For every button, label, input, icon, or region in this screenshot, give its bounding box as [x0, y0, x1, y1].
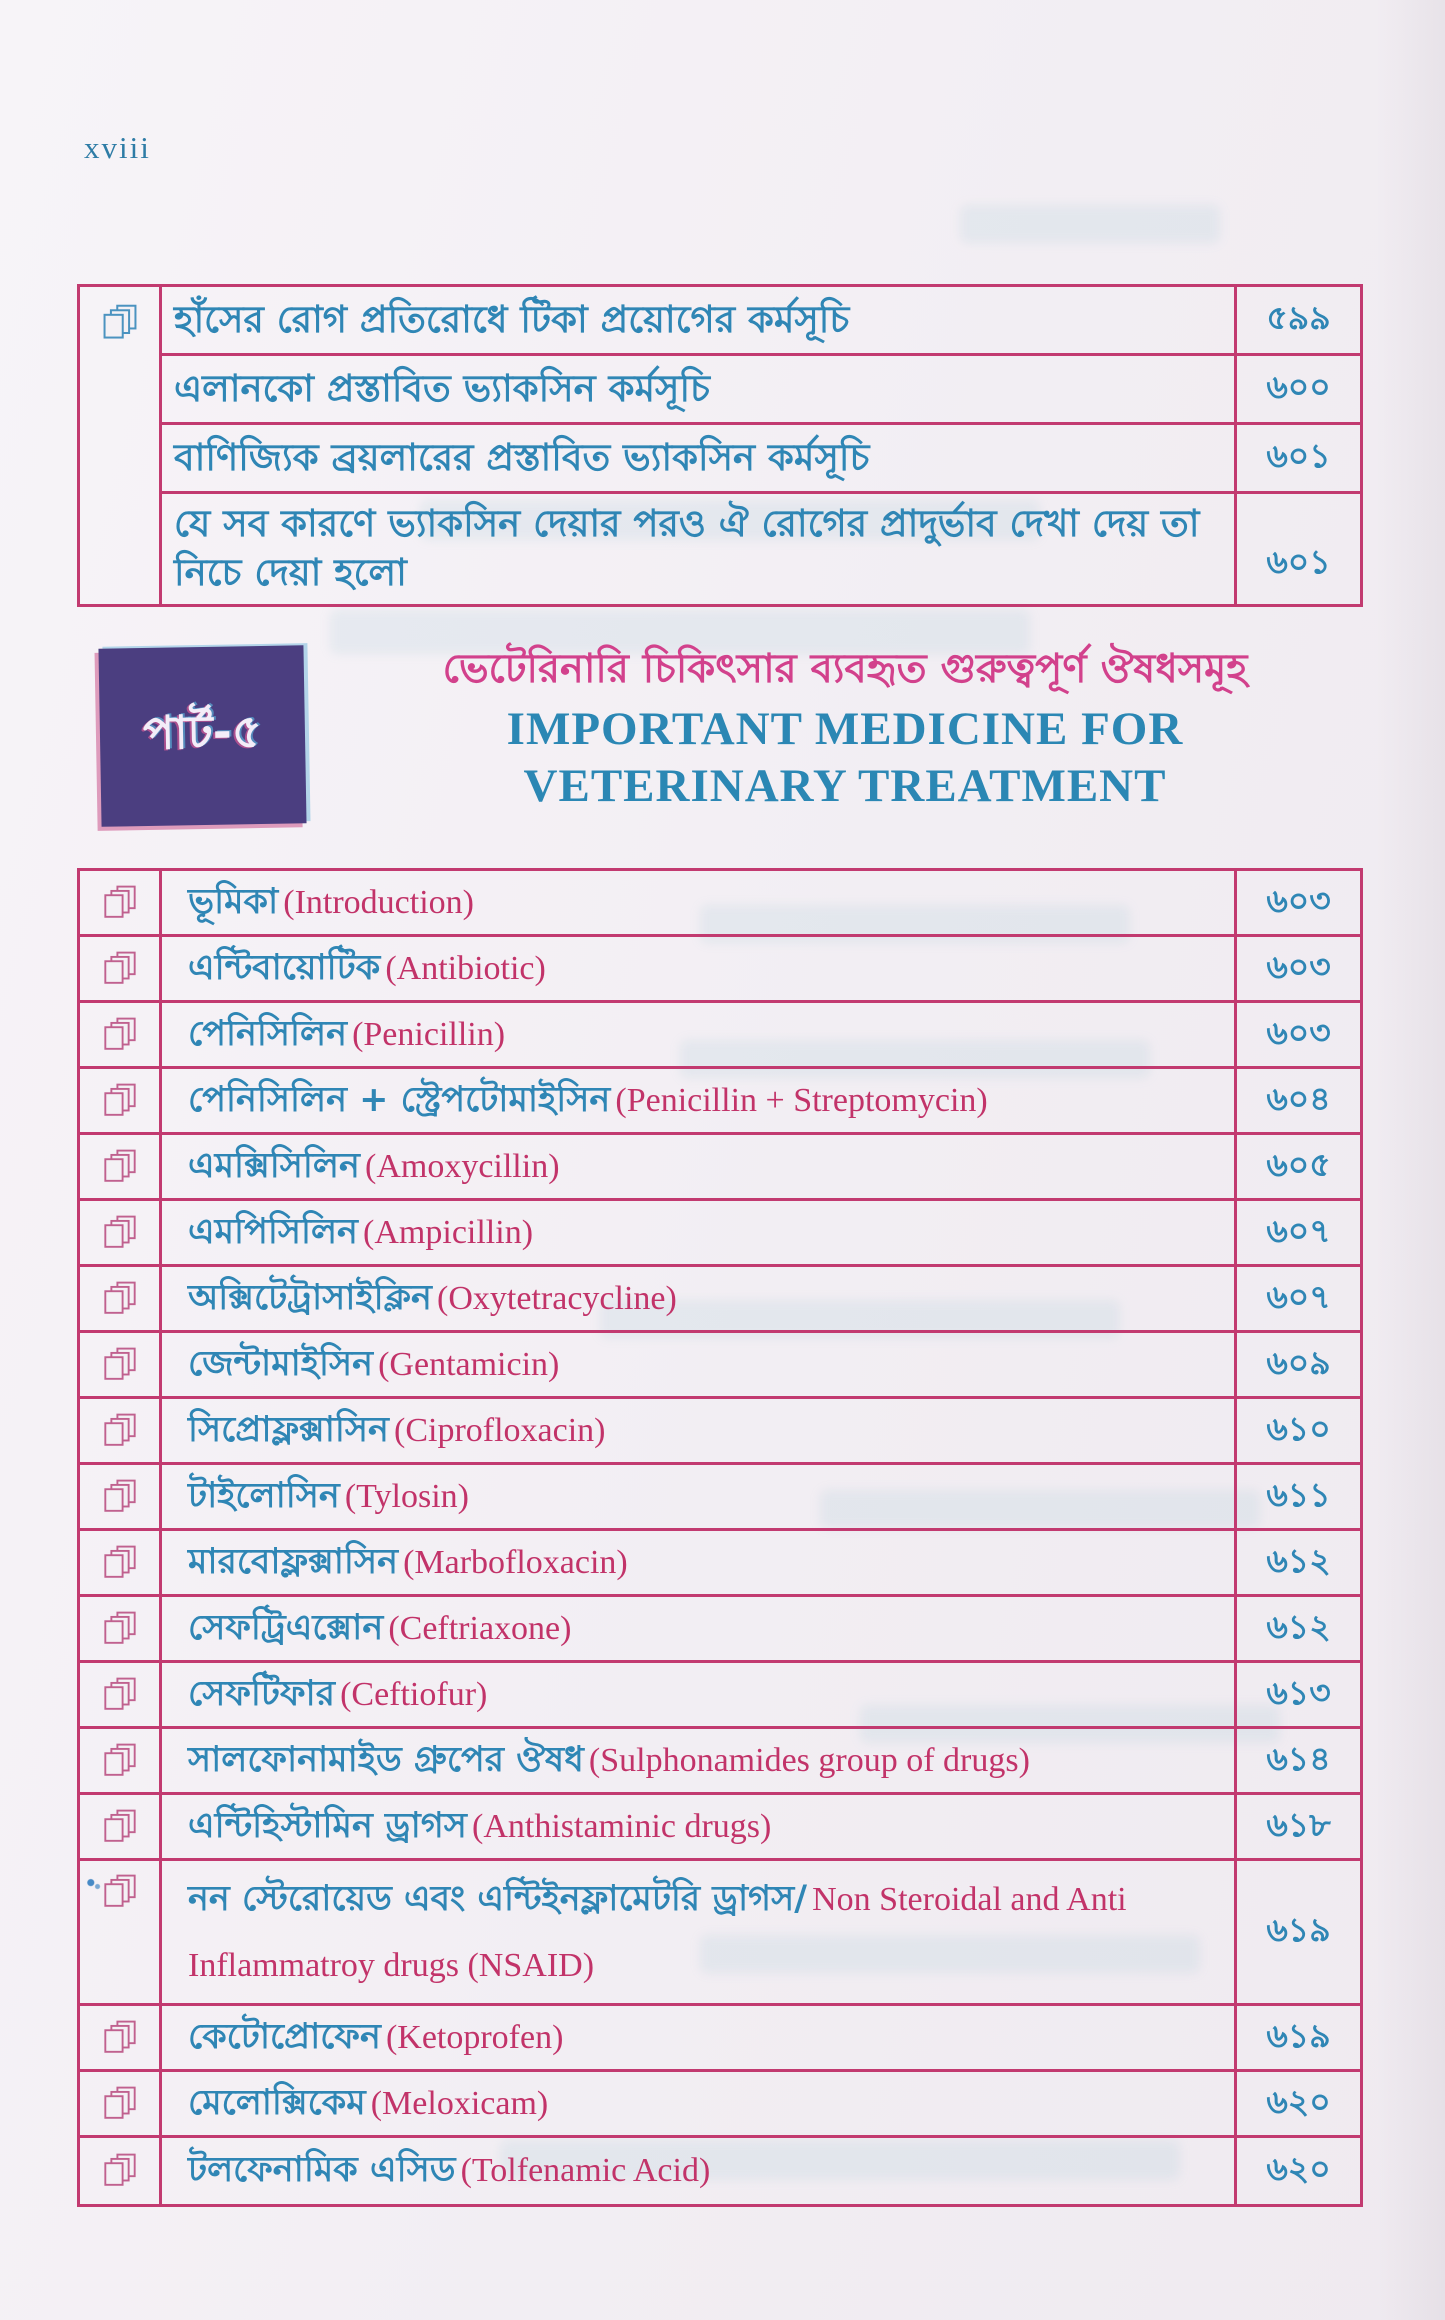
toc-entry-page: ৬০৩	[1234, 937, 1360, 1000]
toc-row	[80, 1795, 1360, 1861]
toc-entry-page: ৬০৩	[1234, 871, 1360, 934]
pages-stack-icon	[101, 1148, 139, 1186]
pages-stack-icon	[101, 1544, 139, 1582]
toc-row	[80, 1135, 1360, 1201]
drug-name-english: (Anthistaminic drugs)	[472, 1807, 772, 1845]
toc-entry-text	[188, 1275, 1220, 1322]
toc-entry-title-cell	[162, 1861, 1234, 2003]
toc-row	[80, 2006, 1360, 2072]
toc-row	[80, 1201, 1360, 1267]
toc-entry-title-cell	[162, 1597, 1234, 1660]
toc-entry-page: ৬০৯	[1234, 1333, 1360, 1396]
toc-entry-title-cell	[162, 1399, 1234, 1462]
toc-entry-text	[188, 1473, 1220, 1520]
medicine-toc-table	[77, 868, 1363, 2207]
pages-stack-icon	[101, 1412, 139, 1450]
toc-row-icon-cell	[80, 1795, 162, 1858]
ink-splatter	[86, 1877, 102, 1891]
pages-stack-icon	[101, 884, 139, 922]
drug-name-english: (Penicillin + Streptomycin)	[615, 1081, 988, 1119]
toc-row	[80, 1663, 1360, 1729]
drug-name-english: (Gentamicin)	[378, 1345, 560, 1383]
toc-row-icon-cell	[80, 1267, 162, 1330]
drug-name-english: (Meloxicam)	[370, 2084, 549, 2122]
drug-name-bengali: এমপিসিলিন	[188, 1211, 358, 1252]
part-number-box	[98, 645, 306, 827]
toc-row	[162, 356, 1360, 425]
toc-entry-title-cell	[162, 2072, 1234, 2135]
toc-entry-title-cell	[162, 2006, 1234, 2069]
toc-entry-page: ৬০১	[1234, 494, 1360, 604]
toc-entry-text	[188, 1341, 1220, 1388]
pages-stack-icon	[101, 1610, 139, 1648]
pages-stack-icon	[101, 1808, 139, 1846]
drug-name-english: (Ceftriaxone)	[388, 1609, 572, 1647]
drug-name-bengali: টলফেনামিক এসিড	[188, 2150, 456, 2191]
toc-entry-text	[188, 1737, 1220, 1784]
toc-row-icon-cell	[80, 1399, 162, 1462]
toc-entry-title: বাণিজ্যিক ব্রয়লারের প্রস্তাবিত ভ্যাকসিন কর্মসূচি	[174, 435, 870, 479]
toc-row	[80, 1399, 1360, 1465]
toc-entry-page: ৬০৫	[1234, 1135, 1360, 1198]
section-title-english	[330, 701, 1360, 816]
toc-entry-title-cell	[162, 871, 1234, 934]
toc-row	[80, 937, 1360, 1003]
toc-entry-page: ৬১২	[1234, 1597, 1360, 1660]
part-number-label: পার্ট-৫	[142, 703, 263, 761]
page-number-corner: xviii	[84, 130, 151, 165]
drug-name-bengali: এমক্সিসিলিন	[188, 1145, 360, 1186]
toc-row-icon-cell	[80, 937, 162, 1000]
toc-row	[80, 1531, 1360, 1597]
toc-entry-text	[188, 1407, 1220, 1454]
drug-name-english: (Ciprofloxacin)	[394, 1411, 606, 1449]
pages-stack-icon	[101, 1346, 139, 1384]
drug-name-english: (Penicillin)	[352, 1015, 506, 1053]
drug-name-bengali: অক্সিটেট্রাসাইক্লিন	[188, 1277, 432, 1318]
drug-name-bengali: পেনিসিলিন + স্ট্রেপটোমাইসিন	[188, 1079, 611, 1120]
drug-name-english: (Antibiotic)	[385, 949, 546, 987]
toc-entry-title-cell	[162, 1135, 1234, 1198]
toc-row	[80, 1465, 1360, 1531]
drug-name-bengali: জেন্টামাইসিন	[188, 1343, 374, 1384]
drug-name-bengali: পেনিসিলিন	[188, 1013, 347, 1054]
toc-row	[162, 425, 1360, 494]
toc-entry-page: ৬২০	[1234, 2072, 1360, 2135]
toc-entry-text	[188, 2147, 1220, 2194]
toc-entry-title: হাঁসের রোগ প্রতিরোধে টিকা প্রয়োগের কর্মসূচি	[174, 297, 850, 341]
toc-entry-text	[188, 1605, 1220, 1652]
toc-entry-page: ৬১২	[1234, 1531, 1360, 1594]
pages-stack-icon	[101, 1214, 139, 1252]
toc-row	[80, 1003, 1360, 1069]
toc-row-icon-cell	[80, 1663, 162, 1726]
drug-name-english: (Ceftiofur)	[340, 1675, 488, 1713]
drug-name-bengali: এন্টিহিস্টামিন ড্রাগস	[188, 1805, 467, 1846]
toc-entry-title-cell	[162, 1663, 1234, 1726]
drug-name-bengali: মারবোফ্লক্সাসিন	[188, 1541, 398, 1582]
section-title-bengali: ভেটেরিনারি চিকিৎসার ব্যবহৃত গুরুত্বপূর্ণ ঔষধসমূহ	[442, 646, 1248, 692]
drug-name-english: (Amoxycillin)	[365, 1147, 560, 1185]
drug-name-english: (Oxytetracycline)	[437, 1279, 677, 1317]
toc-row-icon-cell	[80, 1135, 162, 1198]
drug-name-english: (Introduction)	[283, 883, 474, 921]
drug-name-bengali: সেফটিফার	[188, 1673, 335, 1714]
toc-entry-page: ৬০০	[1234, 356, 1360, 422]
toc-row-icon-cell	[80, 1597, 162, 1660]
pages-stack-icon	[101, 2019, 139, 2057]
toc-entry-title-cell	[162, 1531, 1234, 1594]
toc-row-icon-cell	[80, 871, 162, 934]
toc-row	[162, 494, 1360, 604]
bleed-through-artifact	[960, 205, 1220, 243]
pages-stack-icon	[101, 1280, 139, 1318]
drug-name-english: (Marbofloxacin)	[403, 1543, 628, 1581]
drug-name-bengali: এন্টিবায়োটিক	[188, 947, 381, 988]
drug-name-english: (Ampicillin)	[363, 1213, 534, 1251]
drug-name-english: (Tolfenamic Acid)	[460, 2152, 711, 2190]
pages-stack-icon	[101, 1676, 139, 1714]
toc-row-icon-cell	[80, 1729, 162, 1792]
pages-stack-icon	[101, 2152, 139, 2190]
toc-entry-title-cell	[162, 937, 1234, 1000]
toc-row-icon-cell	[80, 1201, 162, 1264]
toc-entry-title-cell	[162, 1003, 1234, 1066]
toc-entry-text	[188, 1539, 1220, 1586]
toc-row-icon-cell	[80, 2006, 162, 2069]
toc-entry-title-cell	[162, 1795, 1234, 1858]
toc-top-rows	[162, 287, 1360, 604]
toc-row	[80, 2072, 1360, 2138]
toc-row	[80, 1861, 1360, 2006]
toc-entry-page: ৬০৩	[1234, 1003, 1360, 1066]
section-header	[330, 645, 1360, 816]
drug-name-bengali: সালফোনামাইড গ্রুপের ঔষধ	[188, 1739, 584, 1780]
pages-stack-icon	[101, 1742, 139, 1780]
toc-row	[80, 2138, 1360, 2204]
toc-entry-page: ৬১৯	[1234, 1861, 1360, 2003]
toc-row	[80, 1069, 1360, 1135]
toc-entry-page: ৬০৭	[1234, 1201, 1360, 1264]
pages-stack-icon	[100, 303, 140, 343]
toc-row-icon-cell	[80, 2072, 162, 2135]
pages-stack-icon	[101, 2085, 139, 2123]
pages-stack-icon	[101, 1478, 139, 1516]
pages-stack-icon	[101, 950, 139, 988]
toc-entry-page: ৬২০	[1234, 2138, 1360, 2204]
drug-name-bengali: নন স্টেরোয়েড এবং এন্টিইনফ্লামেটরি ড্রাগস/	[188, 1878, 808, 1919]
pages-stack-icon	[101, 1873, 139, 1911]
pages-stack-icon	[101, 1016, 139, 1054]
toc-entry-page: ৬১৯	[1234, 2006, 1360, 2069]
toc-entry-page: ৬০৭	[1234, 1267, 1360, 1330]
drug-name-bengali: টাইলোসিন	[188, 1475, 340, 1516]
toc-entry-text	[188, 1803, 1220, 1850]
drug-name-english: (Ketoprofen)	[385, 2018, 564, 2056]
toc-entry-text	[188, 1011, 1220, 1058]
toc-entry-text	[188, 1209, 1220, 1256]
toc-row-icon-cell	[80, 1861, 162, 2003]
toc-entry-page: ৬১১	[1234, 1465, 1360, 1528]
toc-entry-title-cell	[162, 1267, 1234, 1330]
toc-entry-page: ৫৯৯	[1234, 287, 1360, 353]
pages-stack-icon	[101, 1082, 139, 1120]
toc-entry-title: এলানকো প্রস্তাবিত ভ্যাকসিন কর্মসূচি	[174, 366, 711, 410]
toc-row-icon-cell	[80, 1333, 162, 1396]
toc-row	[162, 287, 1360, 356]
toc-entry-text	[188, 1671, 1220, 1718]
section-title-english-line2: VETERINARY TREATMENT	[523, 760, 1167, 813]
toc-entry-title-cell	[162, 1465, 1234, 1528]
toc-entry-title-cell	[162, 2138, 1234, 2204]
toc-row-icon-cell	[80, 1003, 162, 1066]
toc-row	[80, 1597, 1360, 1663]
drug-name-bengali: মেলোক্সিকেম	[188, 2082, 366, 2123]
toc-entry-text	[188, 1865, 1220, 2000]
toc-row	[80, 1333, 1360, 1399]
toc-entry-title-cell	[162, 1729, 1234, 1792]
toc-entry-text	[188, 2014, 1220, 2061]
vaccine-schedule-toc-table	[77, 284, 1363, 607]
toc-row	[80, 1729, 1360, 1795]
toc-entry-title-cell	[162, 1069, 1234, 1132]
toc-entry-page: ৬১৩	[1234, 1663, 1360, 1726]
drug-name-english: (Tylosin)	[344, 1477, 470, 1515]
toc-entry-text	[188, 1077, 1220, 1124]
toc-row	[80, 1267, 1360, 1333]
toc-entry-text	[188, 2080, 1220, 2127]
section-title-english-line1: IMPORTANT MEDICINE FOR	[506, 703, 1184, 755]
toc-row-icon-cell	[80, 1069, 162, 1132]
toc-entry-page: ৬১৪	[1234, 1729, 1360, 1792]
drug-name-english: (Sulphonamides group of drugs)	[588, 1741, 1030, 1779]
toc-entry-page: ৬০১	[1234, 425, 1360, 491]
drug-name-bengali: ভূমিকা	[188, 881, 279, 922]
toc-icon-cell	[80, 287, 162, 604]
toc-entry-page: ৬০৪	[1234, 1069, 1360, 1132]
toc-entry-page: ৬১৮	[1234, 1795, 1360, 1858]
drug-name-bengali: সেফট্রিএক্সোন	[188, 1607, 384, 1648]
toc-entry-title: যে সব কারণে ভ্যাকসিন দেয়ার পরও ঐ রোগের প্রাদুর্ভাব দেখা দেয় তা নিচে দেয়া হলো	[174, 502, 1200, 594]
toc-entry-text	[188, 1143, 1220, 1190]
toc-entry-page: ৬১০	[1234, 1399, 1360, 1462]
drug-name-english: Non Steroidal and Anti Inflammatroy drugs (NSAID)	[188, 1880, 1127, 1984]
toc-entry-title-cell	[162, 1333, 1234, 1396]
toc-row-icon-cell	[80, 2138, 162, 2204]
toc-row-icon-cell	[80, 1465, 162, 1528]
toc-entry-title-cell	[162, 1201, 1234, 1264]
drug-name-bengali: সিপ্রোফ্লক্সাসিন	[188, 1409, 389, 1450]
drug-name-bengali: কেটোপ্রোফেন	[188, 2016, 381, 2057]
toc-row	[80, 871, 1360, 937]
toc-entry-text	[188, 879, 1220, 926]
toc-row-icon-cell	[80, 1531, 162, 1594]
toc-entry-text	[188, 945, 1220, 992]
